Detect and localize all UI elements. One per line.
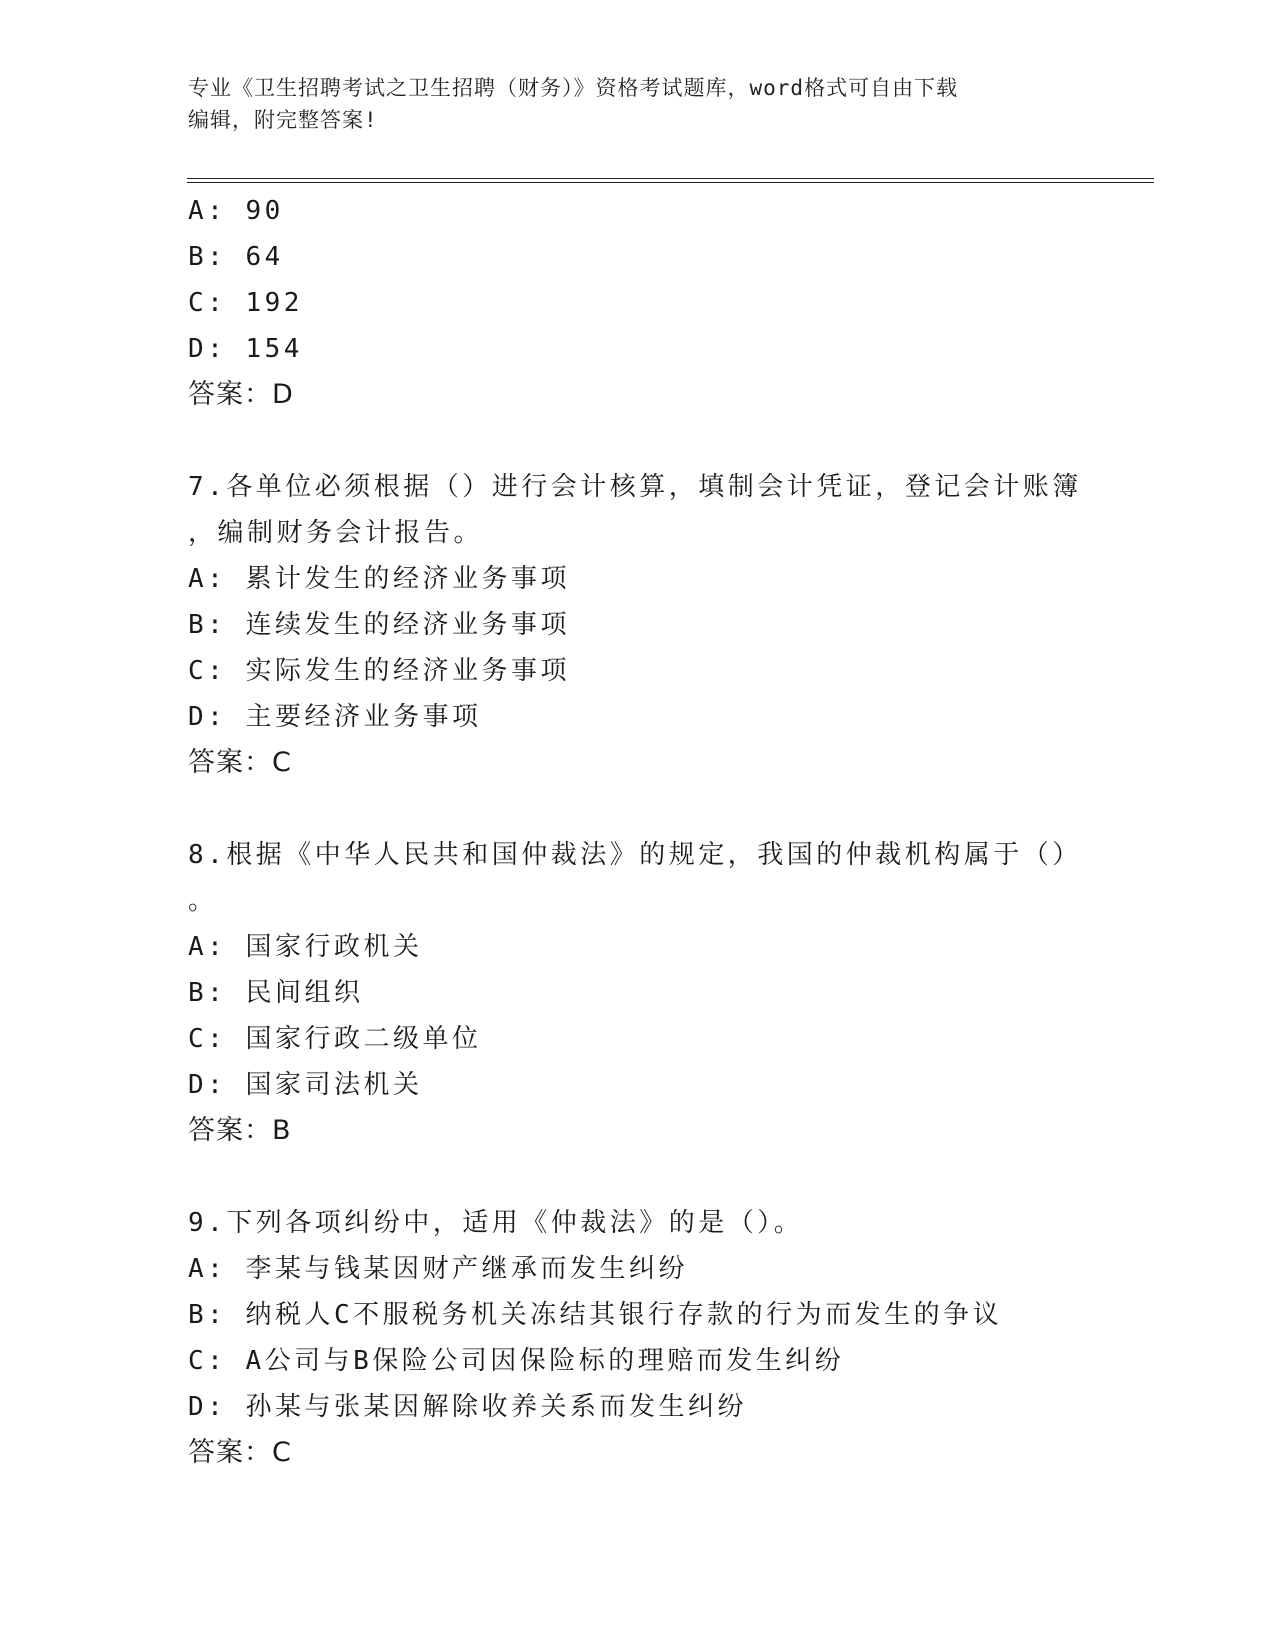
option-b: B: 民间组织 xyxy=(188,978,364,1008)
answer-line: 答案：C xyxy=(188,1437,292,1468)
answer-line: 答案：D xyxy=(188,379,294,410)
option-b: B: 纳税人C不服税务机关冻结其银行存款的行为而发生的争议 xyxy=(188,1300,1003,1330)
question-stem: 7.各单位必须根据（）进行会计核算，填制会计凭证，登记会计账簿 xyxy=(188,472,1082,502)
spacer xyxy=(188,1154,1088,1200)
question-list xyxy=(188,188,1088,1476)
option-d: D: 国家司法机关 xyxy=(188,1070,423,1100)
option-c: C: A公司与B保险公司因保险标的理赔而发生纠纷 xyxy=(188,1346,845,1376)
question-7 xyxy=(188,464,1088,786)
option-c: C: 192 xyxy=(188,288,303,318)
question-stem-continued: ，编制财务会计报告。 xyxy=(188,518,484,548)
spacer xyxy=(188,418,1088,464)
option-a: A: 累计发生的经济业务事项 xyxy=(188,564,570,594)
option-c: C: 国家行政二级单位 xyxy=(188,1024,482,1054)
option-c: C: 实际发生的经济业务事项 xyxy=(188,656,570,686)
option-d: D: 孙某与张某因解除收养关系而发生纠纷 xyxy=(188,1392,747,1422)
document-header xyxy=(188,72,1088,136)
option-a: A: 90 xyxy=(188,196,284,226)
question-stem: 8.根据《中华人民共和国仲裁法》的规定，我国的仲裁机构属于（） xyxy=(188,840,1082,870)
question-stem: 9.下列各项纠纷中，适用《仲裁法》的是（）。 xyxy=(188,1208,804,1238)
question-9 xyxy=(188,1200,1088,1476)
answer-line: 答案：C xyxy=(188,747,292,778)
question-6 xyxy=(188,188,1088,418)
header-line-1: 专业《卫生招聘考试之卫生招聘（财务）》资格考试题库，word格式可自由下载 xyxy=(188,76,959,100)
question-stem-continued: 。 xyxy=(188,886,218,916)
option-b: B: 64 xyxy=(188,242,284,272)
spacer xyxy=(188,786,1088,832)
option-b: B: 连续发生的经济业务事项 xyxy=(188,610,570,640)
option-d: D: 154 xyxy=(188,334,303,364)
header-divider-top xyxy=(187,178,1154,179)
answer-line: 答案：B xyxy=(188,1115,292,1146)
option-a: A: 国家行政机关 xyxy=(188,932,423,962)
option-d: D: 主要经济业务事项 xyxy=(188,702,482,732)
question-8 xyxy=(188,832,1088,1154)
header-divider-bottom xyxy=(187,182,1154,183)
option-a: A: 李某与钱某因财产继承而发生纠纷 xyxy=(188,1254,688,1284)
header-line-2: 编辑，附完整答案! xyxy=(188,108,378,132)
